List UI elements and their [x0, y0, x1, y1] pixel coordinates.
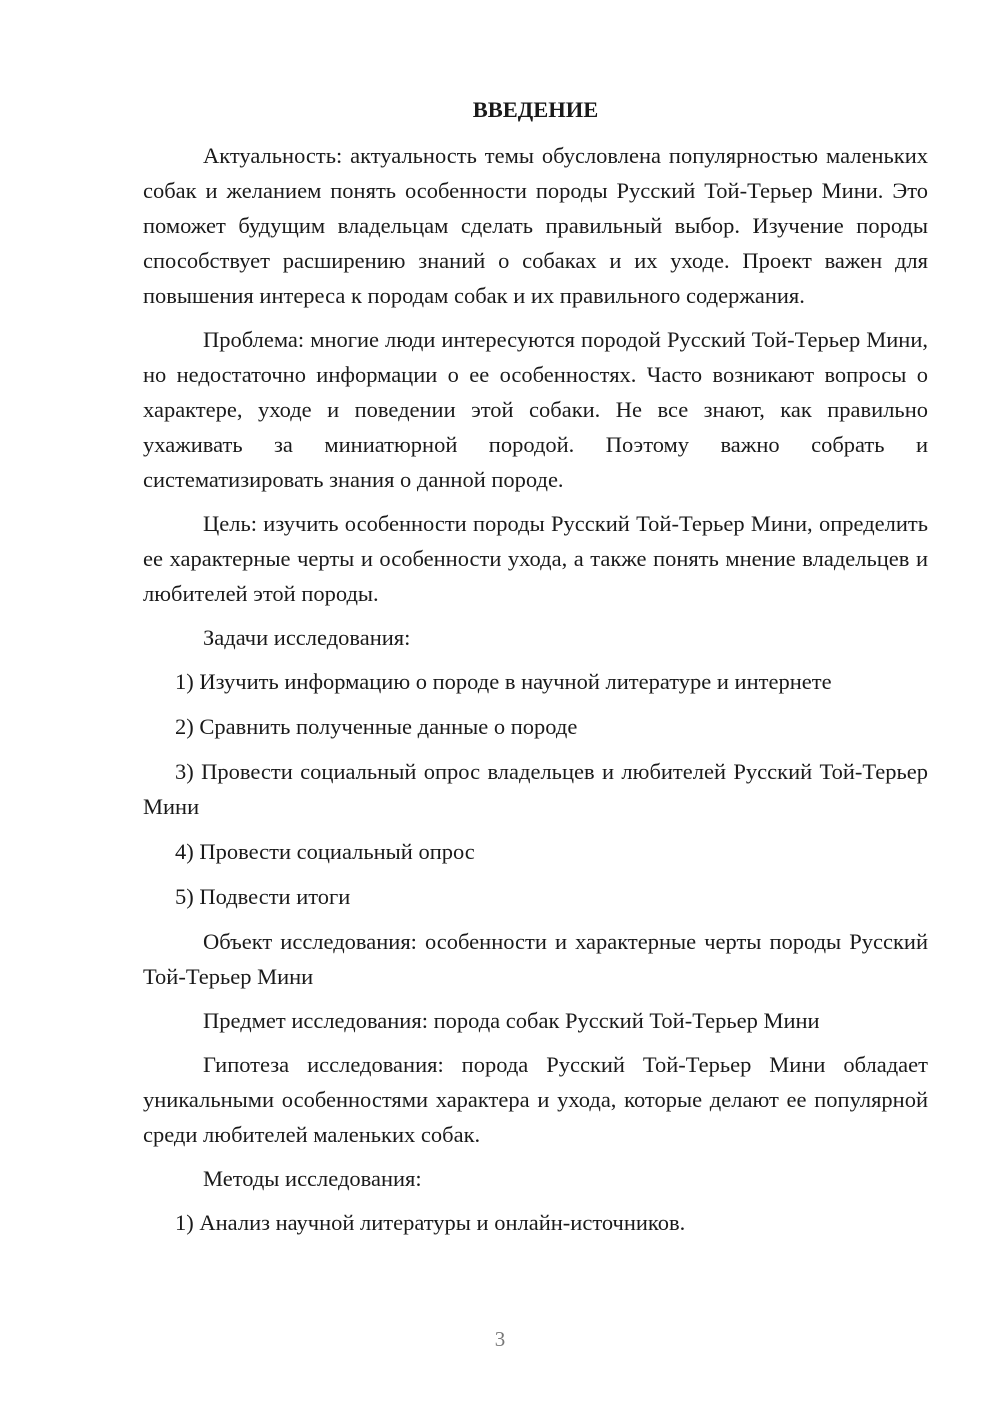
tasks-title: Задачи исследования: — [203, 625, 411, 650]
task-item-5: 5) Подвести итоги — [175, 884, 351, 909]
task-item-2: 2) Сравнить полученные данные о породе — [175, 714, 578, 739]
task-item-4: 4) Провести социальный опрос — [175, 839, 475, 864]
section-heading: ВВЕДЕНИЕ — [472, 97, 599, 122]
method-item-1: 1) Анализ научной литературы и онлайн-источников. — [175, 1210, 686, 1235]
methods-title: Методы исследования: — [203, 1166, 422, 1191]
task-item-1: 1) Изучить информацию о породе в научной литературе и интернете — [175, 669, 832, 694]
problem-paragraph: Проблема: многие люди интересуются породой Русский Той-Терьер Мини, но недостаточно информации о ее особенностях. Часто возникают вопросы о характере, уходе и поведении этой собаки. Не все знают, как правильно ухаживать за миниатюрной породой. Поэтому важно собрать и систематизировать знания о данной породе. — [143, 327, 928, 492]
task-item-3: 3) Провести социальный опрос владельцев и любителей Русский Той-Терьер Мини — [143, 759, 928, 819]
goal-paragraph: Цель: изучить особенности породы Русский Той-Терьер Мини, определить ее характерные черты и особенности ухода, а также понять мнение владельцев и любителей этой породы. — [143, 511, 928, 606]
relevance-paragraph: Актуальность: актуальность темы обусловлена популярностью маленьких собак и желанием понять особенности породы Русский Той-Терьер Мини. Это поможет будущим владельцам сделать правильный выбор. Изучение породы способствует расширению знаний о собаках и их уходе. Проект важен для повышения интереса к породам собак и их правильного содержания. — [143, 143, 928, 308]
subject-paragraph: Предмет исследования: порода собак Русский Той-Терьер Мини — [203, 1008, 820, 1033]
hypothesis-paragraph: Гипотеза исследования: порода Русский Той-Терьер Мини обладает уникальными особенностями характера и ухода, которые делают ее популярной среди любителей маленьких собак. — [143, 1052, 928, 1147]
object-paragraph: Объект исследования: особенности и характерные черты породы Русский Той-Терьер Мини — [143, 929, 928, 989]
document-page — [143, 92, 928, 1250]
page-number: 3 — [494, 1327, 506, 1351]
